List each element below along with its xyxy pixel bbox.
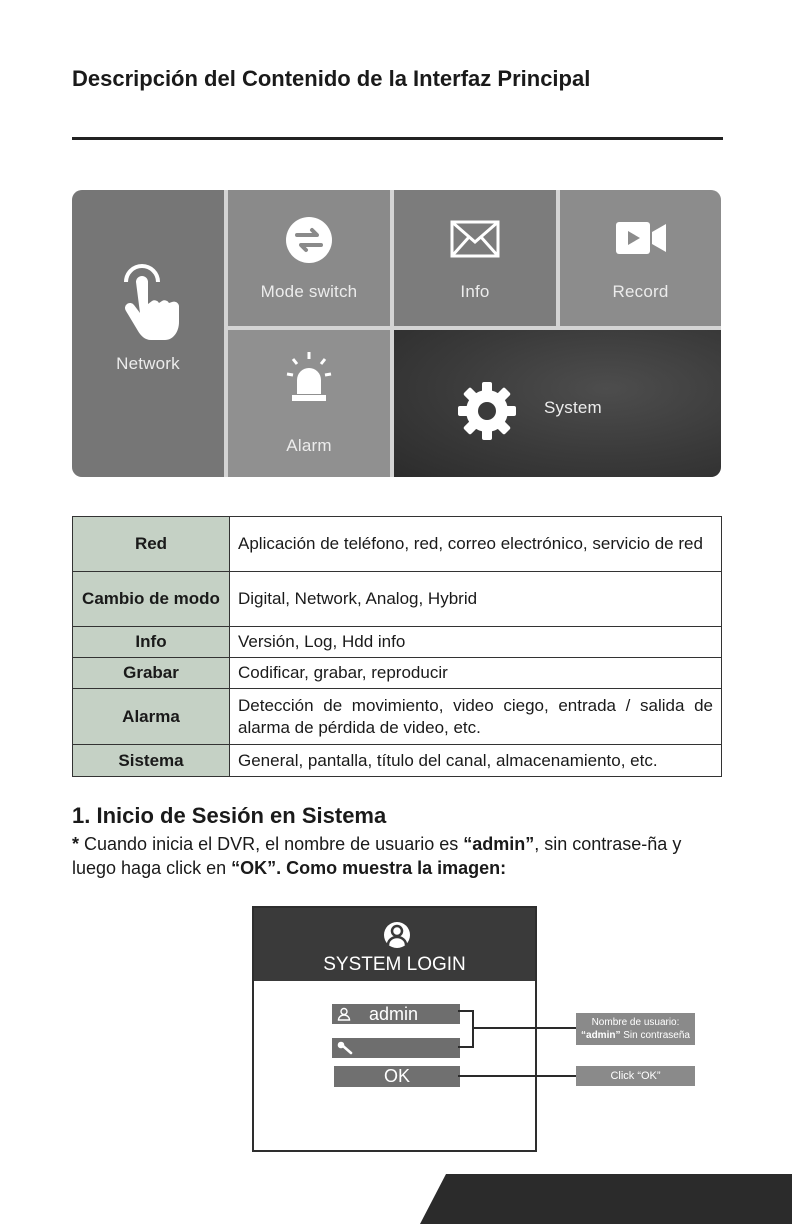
tile-info[interactable] [394, 190, 556, 326]
user-icon [337, 1007, 351, 1021]
section-title: 1. Inicio de Sesión en Sistema [72, 803, 387, 828]
table-value: Versión, Log, Hdd info [230, 627, 722, 658]
tile-info-label: Info [460, 282, 490, 301]
tile-record-label: Record [612, 282, 669, 301]
note-star: * [72, 834, 80, 854]
table-key: Cambio de modo [73, 572, 230, 627]
callout-bracket [458, 1046, 474, 1048]
username-field[interactable] [332, 1004, 460, 1024]
key-icon [337, 1041, 353, 1055]
table-row [73, 658, 722, 689]
intro-text-2: , sin contrase-ña y luego haga click en [72, 834, 682, 878]
intro-admin: “admin” [463, 834, 535, 854]
title-divider [72, 137, 723, 140]
login-header [254, 908, 535, 981]
table-key: Grabar [73, 658, 230, 689]
gear-icon [456, 380, 518, 442]
tile-alarm[interactable] [228, 330, 390, 477]
mode-switch-icon [285, 216, 333, 264]
menu-description-table [72, 516, 722, 777]
username-note-admin: “admin” [581, 1030, 621, 1041]
main-menu-image [72, 190, 721, 477]
table-row [73, 627, 722, 658]
table-value: Codificar, grabar, reproducir [230, 658, 722, 689]
section-intro [72, 832, 722, 880]
callout-bracket [472, 1010, 474, 1048]
tile-network[interactable] [72, 190, 224, 477]
login-title: SYSTEM LOGIN [323, 954, 466, 975]
username-note [576, 1013, 695, 1045]
table-row [73, 572, 722, 627]
ok-note: Click “OK” [576, 1066, 695, 1086]
username-note-line1: Nombre de usuario: [591, 1017, 680, 1028]
ok-button[interactable]: OK [334, 1066, 460, 1087]
username-note-rest: Sin contraseña [620, 1030, 690, 1041]
tile-system[interactable] [394, 330, 721, 477]
table-key: Red [73, 517, 230, 572]
envelope-icon [450, 220, 500, 258]
callout-line-ok [458, 1075, 576, 1077]
table-row [73, 745, 722, 777]
video-camera-icon [614, 220, 668, 256]
table-row [73, 689, 722, 745]
touch-hand-icon [112, 252, 184, 344]
tile-network-label: Network [116, 354, 180, 373]
callout-line-user [474, 1027, 576, 1029]
username-value: admin [369, 1004, 419, 1024]
intro-ok: “OK”. Como muestra la imagen: [231, 858, 507, 878]
table-key: Info [73, 627, 230, 658]
password-field[interactable] [332, 1038, 460, 1058]
table-key: Alarma [73, 689, 230, 745]
table-key: Sistema [73, 745, 230, 777]
alarm-siren-icon [284, 350, 334, 404]
page-title: Descripción del Contenido de la Interfaz Principal [72, 66, 591, 91]
user-avatar-icon [383, 920, 411, 950]
tile-mode-switch-label: Mode switch [260, 282, 358, 301]
table-value: Digital, Network, Analog, Hybrid [230, 572, 722, 627]
table-value: Detección de movimiento, video ciego, entrada / salida de alarma de pérdida de video, etc. [230, 689, 722, 745]
intro-text-1: Cuando inicia el DVR, el nombre de usuario es [79, 834, 464, 854]
page-corner-decoration [420, 1174, 792, 1224]
system-login-window [252, 906, 537, 1152]
tile-record[interactable] [560, 190, 721, 326]
tile-mode-switch[interactable] [228, 190, 390, 326]
username-note-line2 [576, 1029, 695, 1042]
table-value: General, pantalla, título del canal, almacenamiento, etc. [230, 745, 722, 777]
table-row [73, 517, 722, 572]
tile-system-label: System [544, 398, 602, 417]
table-value: Aplicación de teléfono, red, correo electrónico, servicio de red [230, 517, 722, 572]
tile-alarm-label: Alarm [286, 436, 332, 455]
